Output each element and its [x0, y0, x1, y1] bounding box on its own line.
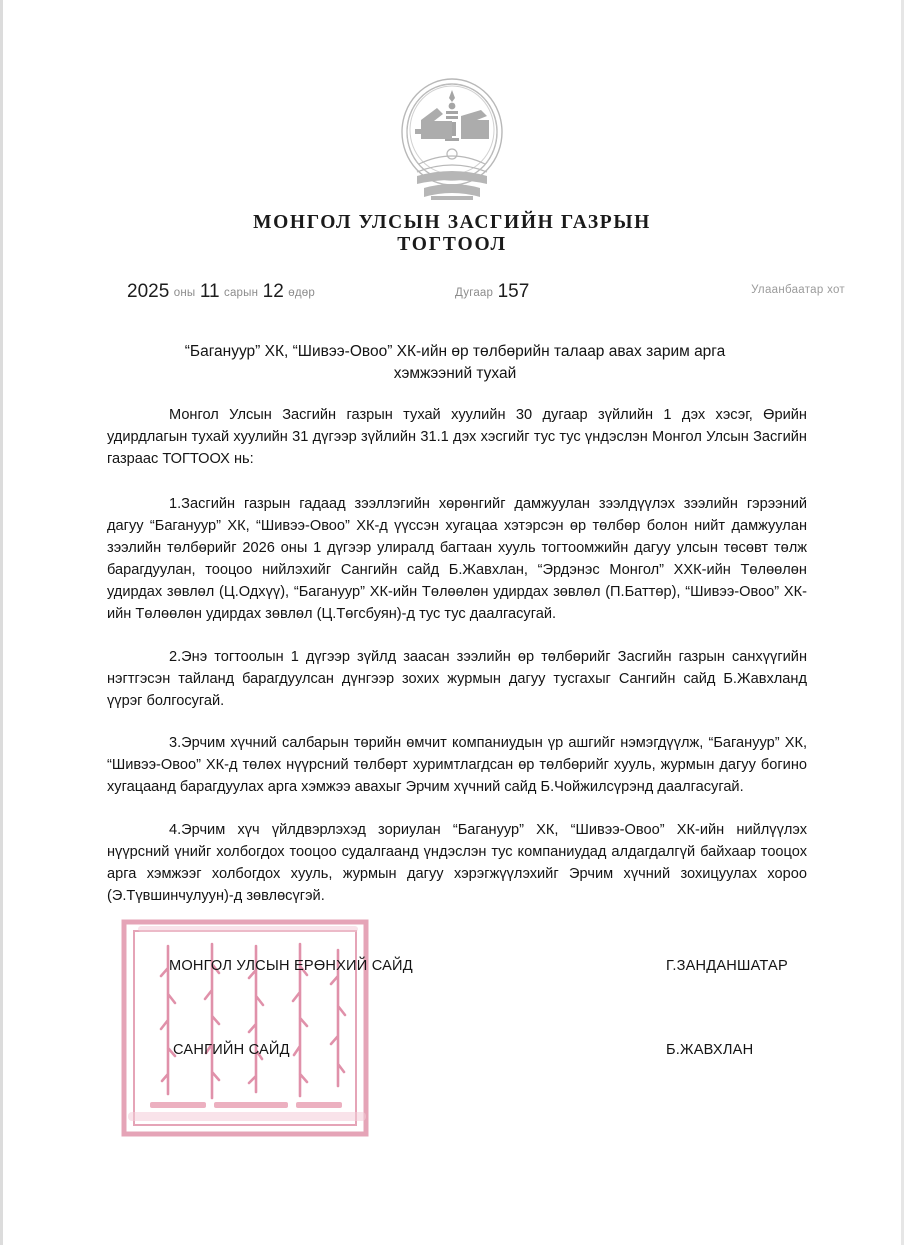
date-day: 12: [262, 281, 284, 302]
clause-paragraph-1: 1.Засгийн газрын гадаад зээллэгийн хөрөнгийг дамжуулан зээлдүүлэх зээлийн гэрээний дагуу “Багануур” ХК, “Шивээ-Овоо” ХК-д үүссэн хугацаа хэтэрсэн өр төлбөр болон нийт дамжуулан зээлийн төлбөрийг 2026 оны 1 дүгээр улиралд багтаан хууль тогтоомжийн дагуу улсын төсөвт төлж барагдуулан, тооцоо нийлэхийг Сангийн сайд Б.Жавхлан, “Эрдэнэс Монгол” ХХК-ийн Төлөөлөн удирдах зөвлөл (Ц.Одхүү), “Багануур” ХК-ийн Төлөөлөн удирдах зөвлөл (П.Баттөр), “Шивээ-Овоо” ХК-ийн Төлөөлөн удирдах зөвлөл (Ц.Төгсбуян)-д тус тус даалгасугай.: [107, 495, 807, 623]
signature-name-finance-minister: Б.ЖАВХЛАН: [666, 1042, 754, 1058]
signature-block: [169, 958, 829, 1126]
date-day-label: өдөр: [288, 287, 315, 299]
signature-row: [169, 1042, 829, 1126]
signature-row: [169, 958, 829, 1042]
clause-paragraph-2: 2.Энэ тогтоолын 1 дүгээр зүйлд заасан зээлийн өр төлбөрийг Засгийн газрын санхүүгийн нэгтгэсэн тайланд барагдуулсан дүнгээр зохих журмын дагуу тусгахыг Сангийн сайд Б.Жавхланд үүрэг болгосугай.: [107, 648, 807, 709]
date-month: 11: [199, 281, 220, 302]
number-label: Дугаар: [455, 287, 494, 299]
signature-name-prime-minister: Г.ЗАНДАНШАТАР: [666, 958, 788, 974]
document-title: “Багануур” ХК, “Шивээ-Овоо” ХК-ийн өр төлбөрийн талаар авах зарим арга хэмжээний тухай: [184, 343, 726, 383]
document-body: [107, 404, 807, 907]
heading-line-1: МОНГОЛ УЛСЫН ЗАСГИЙН ГАЗРЫН: [253, 212, 651, 233]
document-meta-row: [3, 281, 904, 305]
signature-role-finance-minister: САНГИЙН САЙД: [173, 1042, 290, 1058]
document-heading: [3, 212, 901, 256]
date-year: 2025: [127, 281, 170, 302]
mongolia-state-emblem-icon: [391, 72, 513, 204]
signature-role-prime-minister: МОНГОЛ УЛСЫН ЕРӨНХИЙ САЙД: [169, 958, 413, 974]
clause-paragraph-4: 4.Эрчим хүч үйлдвэрлэхэд зориулан “Багануур” ХК, “Шивээ-Овоо” ХК-ийн нийлүүлэх нүүрсний үнийг холбогдох тооцоо судалгаанд үндэслэн тус компаниудад алдагдалгүй байхаар тооцох арга хэмжээг холбогдох хууль, журмын дагуу хэрэгжүүлэхийг Эрчим хүчний зохицуулах хороо (Э.Түвшинчулуун)-д зөвлөсүгэй.: [107, 821, 807, 905]
emblem-container: [3, 72, 901, 204]
document-number: [455, 281, 529, 303]
document-city: Улаанбаатар хот: [751, 284, 845, 296]
clause-paragraph-3: 3.Эрчим хүчний салбарын төрийн өмчит компаниудын үр ашгийг нэмэгдүүлж, “Багануур” ХК, “Шивээ-Овоо” ХК-д төлөх нүүрсний төлбөрт хуримтлагдсан өр төлбөрийг хууль, журмын дагуу богино хугацаанд барагдуулах арга хэмжээ авахыг Эрчим хүчний сайд Б.Чойжилсүрэнд даалгасугай.: [107, 735, 807, 796]
document-date: [127, 281, 315, 303]
number-value: 157: [497, 281, 530, 302]
preamble-paragraph: Монгол Улсын Засгийн газрын тухай хуулийн 30 дугаар зүйлийн 1 дэх хэсэг, Өрийн удирдлагын тухай хуулийн 31 дүгээр зүйлийн 31.1 дэх хэсгийг тус тус үндэслэн Монгол Улсын Засгийн газраас ТОГТООХ нь:: [107, 407, 807, 468]
heading-line-2: ТОГТООЛ: [397, 233, 507, 255]
date-year-label: оны: [173, 287, 196, 299]
date-month-label: сарын: [224, 287, 259, 299]
